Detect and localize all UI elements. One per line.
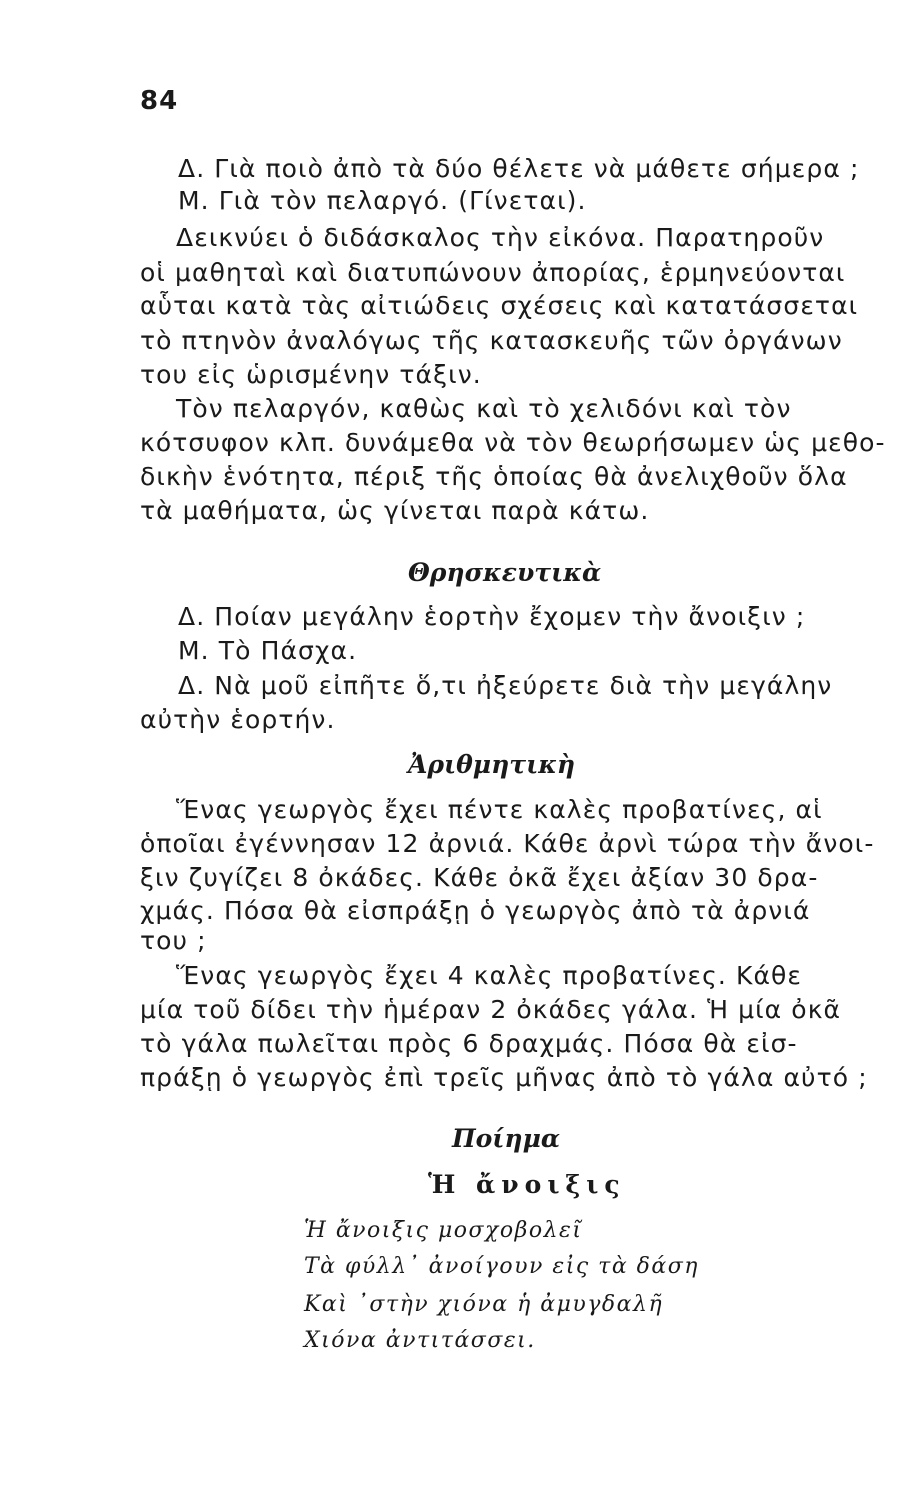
arithmetic-line: τὸ γάλα πωλεῖται πρὸς 6 δραχμάς. Πόσα θὰ εἰσ- [140,1029,798,1058]
intro-line: κότσυφον κλπ. δυνάμεθα νὰ τὸν θεωρήσωμεν ὡς μεθο- [140,428,886,457]
arithmetic-line: Ἕνας γεωργὸς ἔχει πέντε καλὲς προβατίνες, αἱ [176,795,823,824]
intro-line: Δ. Γιὰ ποιὸ ἀπὸ τὰ δύο θέλετε νὰ μάθετε σήμερα ; [178,154,860,183]
arithmetic-line: ξιν ζυγίζει 8 ὀκάδες. Κάθε ὀκᾶ ἔχει ἀξίαν 30 δρα- [140,863,819,892]
intro-line: Δεικνύει ὁ διδάσκαλος τὴν εἰκόνα. Παρατηροῦν [176,223,825,252]
intro-line: δικὴν ἑνότητα, πέριξ τῆς ὁποίας θὰ ἀνελιχθοῦν ὅλα [140,462,848,491]
intro-line: Μ. Γιὰ τὸν πελαργό. (Γίνεται). [178,186,587,215]
religion-line: αὐτὴν ἑορτήν. [140,705,336,734]
intro-line: Τὸν πελαργόν, καθὼς καὶ τὸ χελιδόνι καὶ τὸν [176,394,792,423]
arithmetic-line: Ἕνας γεωργὸς ἔχει 4 καλὲς προβατίνες. Κάθε [176,961,803,990]
page-number: 84 [140,86,179,116]
intro-line: του εἰς ὡρισμένην τάξιν. [140,360,482,389]
arithmetic-line: μία τοῦ δίδει τὴν ἡμέραν 2 ὀκάδες γάλα. Ἡ μία ὀκᾶ [140,995,842,1024]
arithmetic-line: του ; [140,926,207,955]
arithmetic-line: ὁποῖαι ἐγέννησαν 12 ἀρνιά. Κάθε ἀρνὶ τώρα τὴν ἄνοι- [140,829,875,858]
section-heading-religion: Θρησκευτικὰ [408,558,602,587]
arithmetic-line: πράξῃ ὁ γεωργὸς ἐπὶ τρεῖς μῆνας ἀπὸ τὸ γάλα αὐτό ; [140,1063,868,1092]
intro-line: αὗται κατὰ τὰς αἰτιώδεις σχέσεις καὶ κατατάσσεται [140,291,859,320]
intro-line: τὰ μαθήματα, ὡς γίνεται παρὰ κάτω. [140,496,650,525]
poem-title: Ἡ ἄνοιξις [428,1170,626,1199]
poem-verse: Καὶ ᾽στὴν χιόνα ἡ ἀμυγδαλῆ [304,1292,664,1317]
poem-verse: Ἡ ἄνοιξις μοσχοβολεῖ [304,1218,583,1243]
intro-line: οἱ μαθηταὶ καὶ διατυπώνουν ἀπορίας, ἑρμηνεύονται [140,258,846,287]
religion-line: Δ. Νὰ μοῦ εἰπῆτε ὅ,τι ἠξεύρετε διὰ τὴν μεγάλην [178,671,833,700]
intro-line: τὸ πτηνὸν ἀναλόγως τῆς κατασκευῆς τῶν ὀργάνων [140,326,843,355]
poem-verse: Τὰ φύλλ᾽ ἀνοίγουν εἰς τὰ δάση [304,1254,699,1279]
section-heading-arithmetic: Ἀριθμητικὴ [408,750,576,779]
arithmetic-line: χμάς. Πόσα θὰ εἰσπράξῃ ὁ γεωργὸς ἀπὸ τὰ ἀρνιά [140,896,811,925]
religion-line: Μ. Τὸ Πάσχα. [178,636,358,665]
religion-line: Δ. Ποίαν μεγάλην ἑορτὴν ἔχομεν τὴν ἄνοιξιν ; [178,602,806,631]
poem-verse: Χιόνα ἀντιτάσσει. [304,1328,536,1353]
section-heading-poem: Ποίημα [452,1124,561,1153]
